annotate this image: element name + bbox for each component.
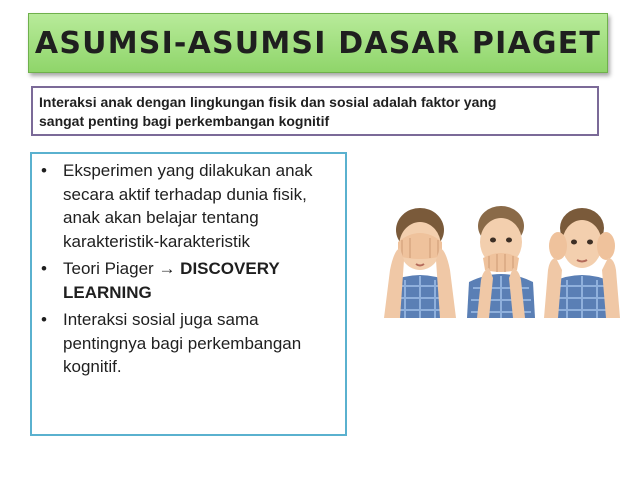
- bullet-text: Teori Piager: [63, 259, 159, 278]
- bullet-text: Eksperimen yang dilakukan anak secara aktif terhadap dunia fisik, anak akan belajar tentang karakteristik-karakteristik: [63, 161, 313, 251]
- bullet-bold-text: DISCOVERY LEARNING: [63, 259, 280, 302]
- bullet-text: Interaksi sosial juga sama pentingnya bagi perkembangan kognitif.: [63, 310, 302, 376]
- bullet-item-3: [40, 308, 337, 379]
- slide-title: ASUMSI-ASUMSI DASAR PIAGET: [34, 25, 602, 61]
- subtitle-box: [31, 86, 599, 136]
- children-photo: [380, 200, 622, 318]
- bullet-item-2: [40, 257, 337, 304]
- child-covering-ears-icon: [542, 200, 622, 318]
- bullet-box: [30, 152, 347, 436]
- bullet-dot: •: [41, 310, 47, 329]
- bullet-list: [40, 159, 337, 379]
- subtitle-line-2: sangat penting bagi perkembangan kognitif: [39, 113, 330, 129]
- arrow-icon: →: [158, 259, 176, 278]
- subtitle-line-1: Interaksi anak dengan lingkungan fisik dan sosial adalah faktor yang: [39, 94, 497, 110]
- bullet-dot: •: [41, 161, 47, 180]
- title-box: [28, 13, 608, 73]
- child-covering-eyes-icon: [380, 200, 460, 318]
- child-covering-mouth-icon: [461, 200, 541, 318]
- bullet-item-1: [40, 159, 337, 253]
- bullet-dot: •: [41, 259, 47, 278]
